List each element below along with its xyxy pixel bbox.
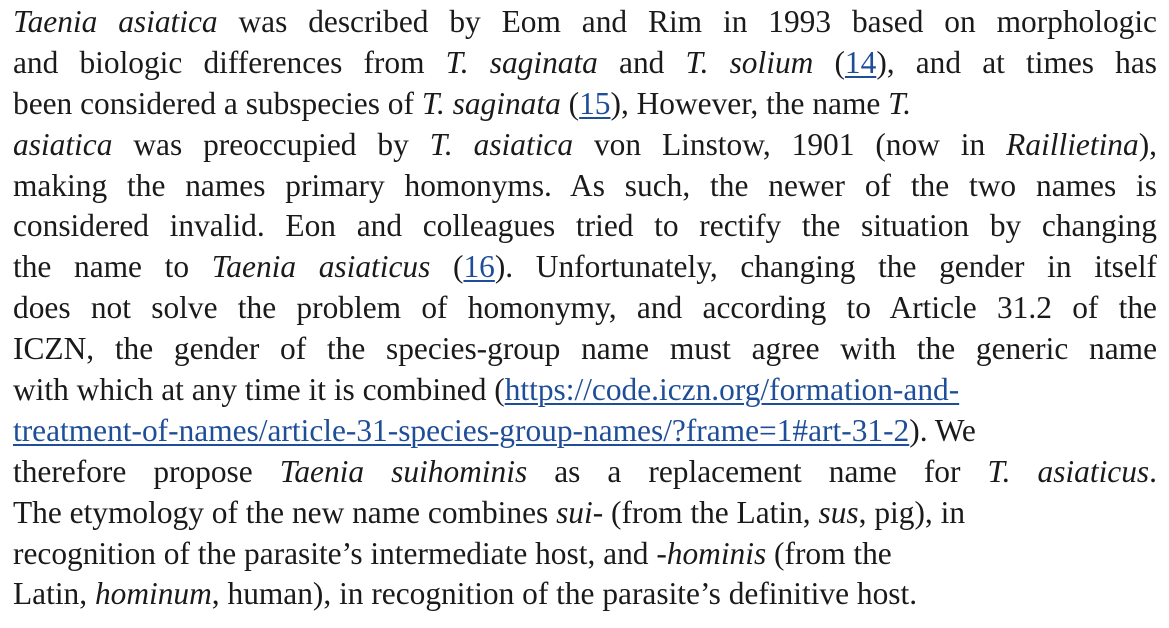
text-run: , pig), in [858,494,966,530]
text-run: and biologic differences from [13,44,446,80]
etymology-term: hominum [94,576,212,612]
text-run: ). We [909,412,976,448]
text-run: ( [560,85,580,121]
text-run: does not solve the problem of homonymy, and according to Article 31.2 of the [13,290,1157,326]
text-line [13,43,1157,84]
text-run: ( [430,249,464,285]
text-run: the name to [13,249,212,285]
paragraph [13,2,1157,615]
iczn-url-link[interactable]: https://code.iczn.org/formation-and- [504,372,960,408]
text-run: The etymology of the new name combines [13,494,557,530]
text-run: von Linstow, 1901 (now in [573,126,1007,162]
etymology-term: sus [818,494,859,530]
reference-link-14[interactable]: 14 [844,44,877,80]
reference-link-16[interactable]: 16 [463,249,495,285]
genus-name: Raillietina [1006,126,1139,162]
text-run: was described by Eom and Rim in 1993 based on morphologic [217,4,1157,39]
text-line [13,125,1157,166]
species-name: T. solium [685,44,814,80]
text-run: was preoccupied by [112,126,430,162]
text-run: ICZN, the gender of the species-group name must agree with the generic name [13,331,1157,367]
text-line [13,493,1157,534]
etymology-term: sui- [556,494,604,530]
text-run: therefore propose [13,453,280,489]
text-line [13,452,1157,493]
text-run: been considered a subspecies of [13,85,422,121]
species-name: Taenia asiaticus [211,249,431,285]
text-line [13,329,1157,370]
species-name: T. [888,85,912,121]
text-run: ), and at times has [876,44,1157,80]
text-run: ), However, the name [610,85,889,121]
text-run: as a replacement name for [527,453,988,489]
species-name: Taenia asiatica [13,4,218,39]
text-run: ( [813,44,845,80]
reference-link-15[interactable]: 15 [579,85,611,121]
text-line [13,411,1157,452]
iczn-url-link-continued[interactable]: treatment-of-names/article-31-species-group-names/?frame=1#art-31-2 [13,412,910,448]
text-line [13,166,1157,207]
text-run: , human), in recognition of the parasite’s definitive host. [211,576,918,612]
text-run: making the names primary homonyms. As such, the newer of the two names is [13,167,1157,203]
text-line [13,2,1157,43]
text-run: Latin, [13,576,95,612]
species-name: T. saginata [445,44,598,80]
text-run: and [597,44,686,80]
text-line [13,370,1157,411]
text-run: recognition of the parasite’s intermediate host, and [13,535,657,571]
text-run: . [1149,453,1157,489]
species-name: T. saginata [421,85,561,121]
species-name: T. asiatica [429,126,574,162]
text-line [13,247,1157,288]
etymology-term: -hominis [656,535,767,571]
species-name: Taenia suihominis [279,453,528,489]
text-run: considered invalid. Eon and colleagues tried to rectify the situation by changing [13,208,1157,244]
text-line [13,574,1157,615]
text-run: (from the [766,535,892,571]
species-name: T. asiaticus [987,453,1150,489]
text-line [13,534,1157,575]
text-line [13,206,1157,247]
text-line [13,288,1157,329]
species-name: asiatica [13,126,113,162]
text-run: (from the Latin, [603,494,819,530]
text-run: ). Unfortunately, changing the gender in itself [494,249,1157,285]
text-run: with which at any time it is combined ( [13,372,505,408]
text-line [13,84,1157,125]
text-run: ), [1138,126,1157,162]
